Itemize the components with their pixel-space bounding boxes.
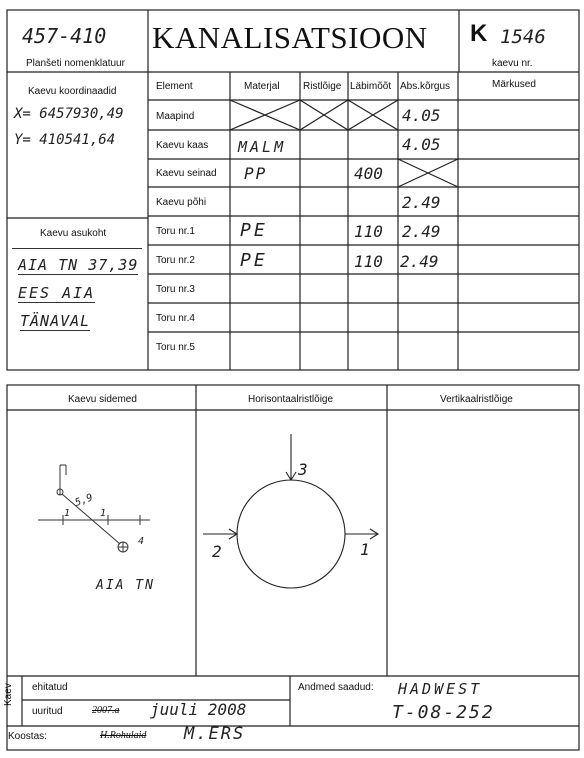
compiled-struck: H.Rohulaid — [100, 730, 147, 741]
compiled-label: Koostas: — [8, 731, 47, 742]
col-header-diameter: Läbimõõt — [350, 81, 392, 92]
material-toru1: PE — [240, 220, 268, 241]
abs-maapind: 4.05 — [402, 106, 441, 125]
vertical-section-label: Vertikaalristlõige — [440, 394, 513, 405]
pipe-3-label: 3 — [298, 460, 308, 479]
sketch-num-2: 1 — [100, 508, 107, 519]
pipe-1-label: 1 — [360, 540, 370, 559]
sketch-num-3: 4 — [138, 536, 145, 547]
well-number: 1546 — [500, 26, 546, 48]
well-prefix: K — [470, 20, 488, 47]
material-seinad: PP — [244, 164, 268, 183]
row-label: Toru nr.2 — [156, 255, 195, 266]
row-label: Kaevu kaas — [156, 140, 209, 151]
row-label: Maapind — [156, 111, 195, 122]
row-label: Kaevu põhi — [156, 197, 207, 208]
horizontal-section-drawing — [203, 434, 378, 588]
well-number-label: kaevu nr. — [492, 58, 533, 69]
row-label: Toru nr.4 — [156, 313, 195, 324]
col-header-material: Materjal — [244, 81, 280, 92]
nomenclature-label: Planšeti nomenklatuur — [26, 58, 125, 69]
location-line-3: TÄNAVAL — [20, 312, 91, 330]
location-divider — [12, 248, 142, 249]
row-label: Toru nr.5 — [156, 342, 195, 353]
sketch-distance: 5,9 — [73, 492, 95, 509]
source-line-2: T-08-252 — [392, 702, 495, 723]
sketch-connections — [38, 465, 150, 552]
nomenclature-value: 457-410 — [22, 24, 107, 48]
coord-y: Y= 410541,64 — [14, 132, 116, 148]
sketch-num-1: 1 — [64, 508, 71, 519]
location-line-2: EES AIA — [18, 284, 96, 302]
source-line-1: HADWEST — [398, 680, 483, 698]
abs-pohi: 2.49 — [402, 193, 441, 212]
compiled-value: M.ERS — [184, 724, 246, 744]
surveyed-label: uuritud — [32, 706, 63, 717]
surveyed-value: juuli 2008 — [150, 700, 247, 719]
connections-label: Kaevu sidemed — [68, 394, 137, 405]
col-header-notes: Märkused — [492, 79, 536, 90]
location-label: Kaevu asukoht — [40, 228, 107, 239]
diameter-toru1: 110 — [354, 222, 383, 241]
abs-kaas: 4.05 — [402, 135, 441, 154]
material-kaas: MALM — [238, 138, 287, 156]
page-title: KANALISATSIOON — [152, 20, 428, 55]
abs-toru2: 2.49 — [400, 252, 439, 271]
diameter-seinad: 400 — [354, 164, 383, 183]
pipe-2-label: 2 — [212, 542, 222, 561]
coords-label: Kaevu koordinaadid — [28, 86, 117, 97]
diameter-toru2: 110 — [354, 252, 383, 271]
built-label: ehitatud — [32, 682, 68, 693]
col-header-abs: Abs.kõrgus — [400, 81, 451, 92]
row-label: Toru nr.3 — [156, 284, 195, 295]
surveyed-struck: 2007.a — [92, 705, 120, 716]
col-header-element: Element — [156, 81, 193, 92]
coord-x: X= 6457930,49 — [14, 106, 124, 122]
col-header-cross: Ristlõige — [303, 81, 342, 92]
row-label: Toru nr.1 — [156, 226, 195, 237]
kaev-label: Kaev — [3, 683, 14, 706]
row-label: Kaevu seinad — [156, 168, 217, 179]
sketch-street: AIA TN — [96, 578, 155, 593]
material-toru2: PE — [240, 250, 268, 271]
location-line-1: AIA TN 37,39 — [18, 256, 139, 274]
abs-toru1: 2.49 — [402, 222, 441, 241]
source-label: Andmed saadud: — [298, 682, 374, 693]
horizontal-section-label: Horisontaalristlõige — [248, 394, 334, 405]
